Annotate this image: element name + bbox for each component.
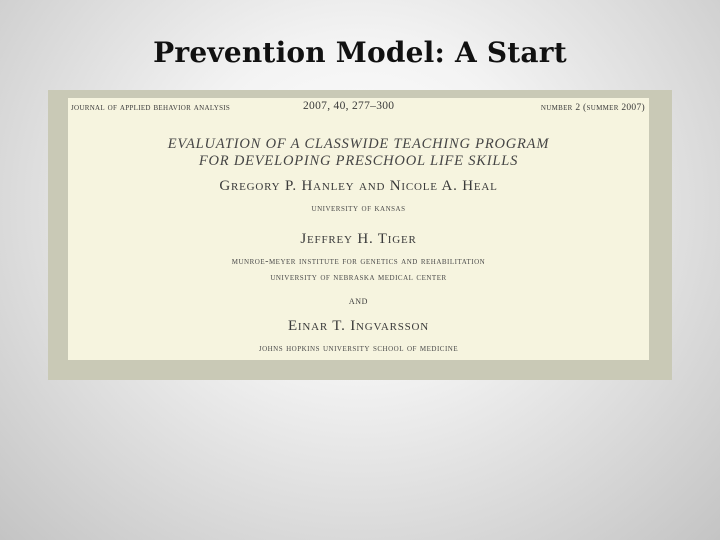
affiliation-nebraska: university of nebraska medical center xyxy=(270,272,447,283)
authors-primary: Gregory P. Hanley and Nicole A. Heal xyxy=(219,178,498,194)
article-title-line-1: EVALUATION OF A CLASSWIDE TEACHING PROGRAM xyxy=(167,136,550,152)
author-ingvarsson: Einar T. Ingvarsson xyxy=(287,318,430,334)
article-title-line-2: FOR DEVELOPING PRESCHOOL LIFE SKILLS xyxy=(198,153,519,169)
journal-name: journal of applied behavior analysis xyxy=(71,103,231,113)
slide-title: Prevention Model: A Start xyxy=(153,36,567,69)
affiliation-munroe-meyer: munroe-meyer institute for genetics and rehabilitation xyxy=(231,256,486,267)
author-conjunction: and xyxy=(348,295,369,307)
journal-citation: 2007, 40, 277–300 xyxy=(303,100,395,112)
journal-issue: number 2 (summer 2007) xyxy=(540,103,645,113)
affiliation-kansas: university of kansas xyxy=(311,203,406,214)
article-header-image xyxy=(68,98,649,360)
affiliation-johns-hopkins: johns hopkins university school of medicine xyxy=(258,343,459,354)
author-tiger: Jeffrey H. Tiger xyxy=(300,231,417,247)
